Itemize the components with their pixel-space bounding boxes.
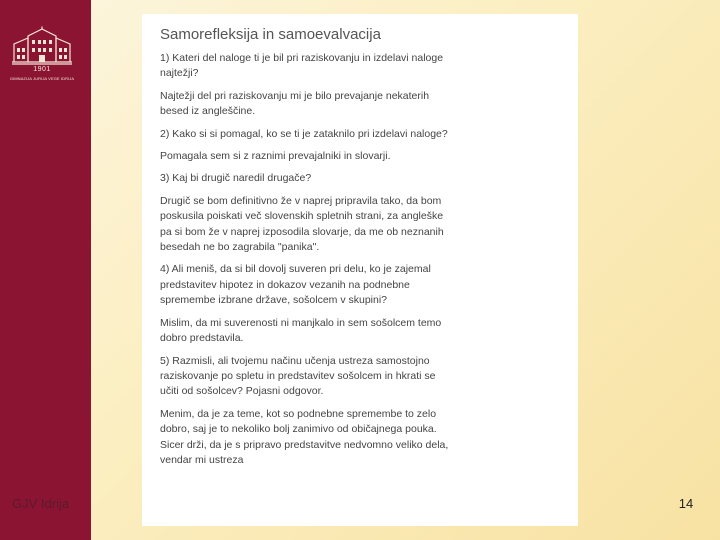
document-screenshot — [142, 14, 578, 526]
question-1: 1) Kateri del naloge ti je bil pri raziskovanju in izdelavi naloge najtežji? — [160, 52, 444, 80]
question-3: 3) Kaj bi drugič naredil drugače? — [160, 172, 312, 185]
answer-2: Pomagala sem si z raznimi prevajalniki in slovarji. — [160, 150, 391, 163]
answer-5: Menim, da je za teme, kot so podnebne spremembe to zelo dobro, saj je to nekoliko bolj zanimivo od običajnega pouka. Sicer drži, da je s pripravo predstavitve nedvomno veliko dela, vendar mi ustreza — [160, 407, 449, 466]
logo-year: 1901 — [33, 66, 51, 73]
school-logo — [8, 26, 76, 88]
school-building-icon — [8, 26, 76, 66]
question-2: 2) Kako si si pomagal, ko se ti je zataknilo pri izdelavi naloge? — [160, 127, 448, 140]
question-4: 4) Ali meniš, da si bil dovolj suveren pri delu, ko je zajemal predstavitev hipotez in dokazov vezanih na podnebne spremembe izbrane države, sošolcem v skupini? — [160, 263, 431, 307]
document-title: Samorefleksija in samoevalvacija — [160, 26, 381, 43]
footer-school-label: GJV Idrija — [12, 496, 70, 511]
sidebar — [0, 0, 91, 540]
logo-caption: GIMNAZIJA JURIJA VEGE IDRIJA — [9, 76, 75, 81]
answer-1: Najtežji del pri raziskovanju mi je bilo prevajanje nekaterih besed iz angleščine. — [160, 89, 430, 118]
question-5: 5) Razmisli, ali tvojemu načinu učenja ustreza samostojno raziskovanje po spletu in predstavitev sošolcem in hkrati se učiti od sošolcev? Pojasni odgovor. — [160, 354, 436, 398]
answer-3: Drugič se bom definitivno že v naprej pripravila tako, da bom poskusila poiskati več slovenskih spletnih strani, za angleške pa si bom že v naprej izposodila slovarje, da me ob neznanih besedah ne bo zagrabila "panika". — [160, 194, 444, 254]
answer-4: Mislim, da mi suverenosti ni manjkalo in sem sošolcem temo dobro predstavila. — [160, 316, 442, 345]
page-number: 14 — [678, 496, 694, 511]
